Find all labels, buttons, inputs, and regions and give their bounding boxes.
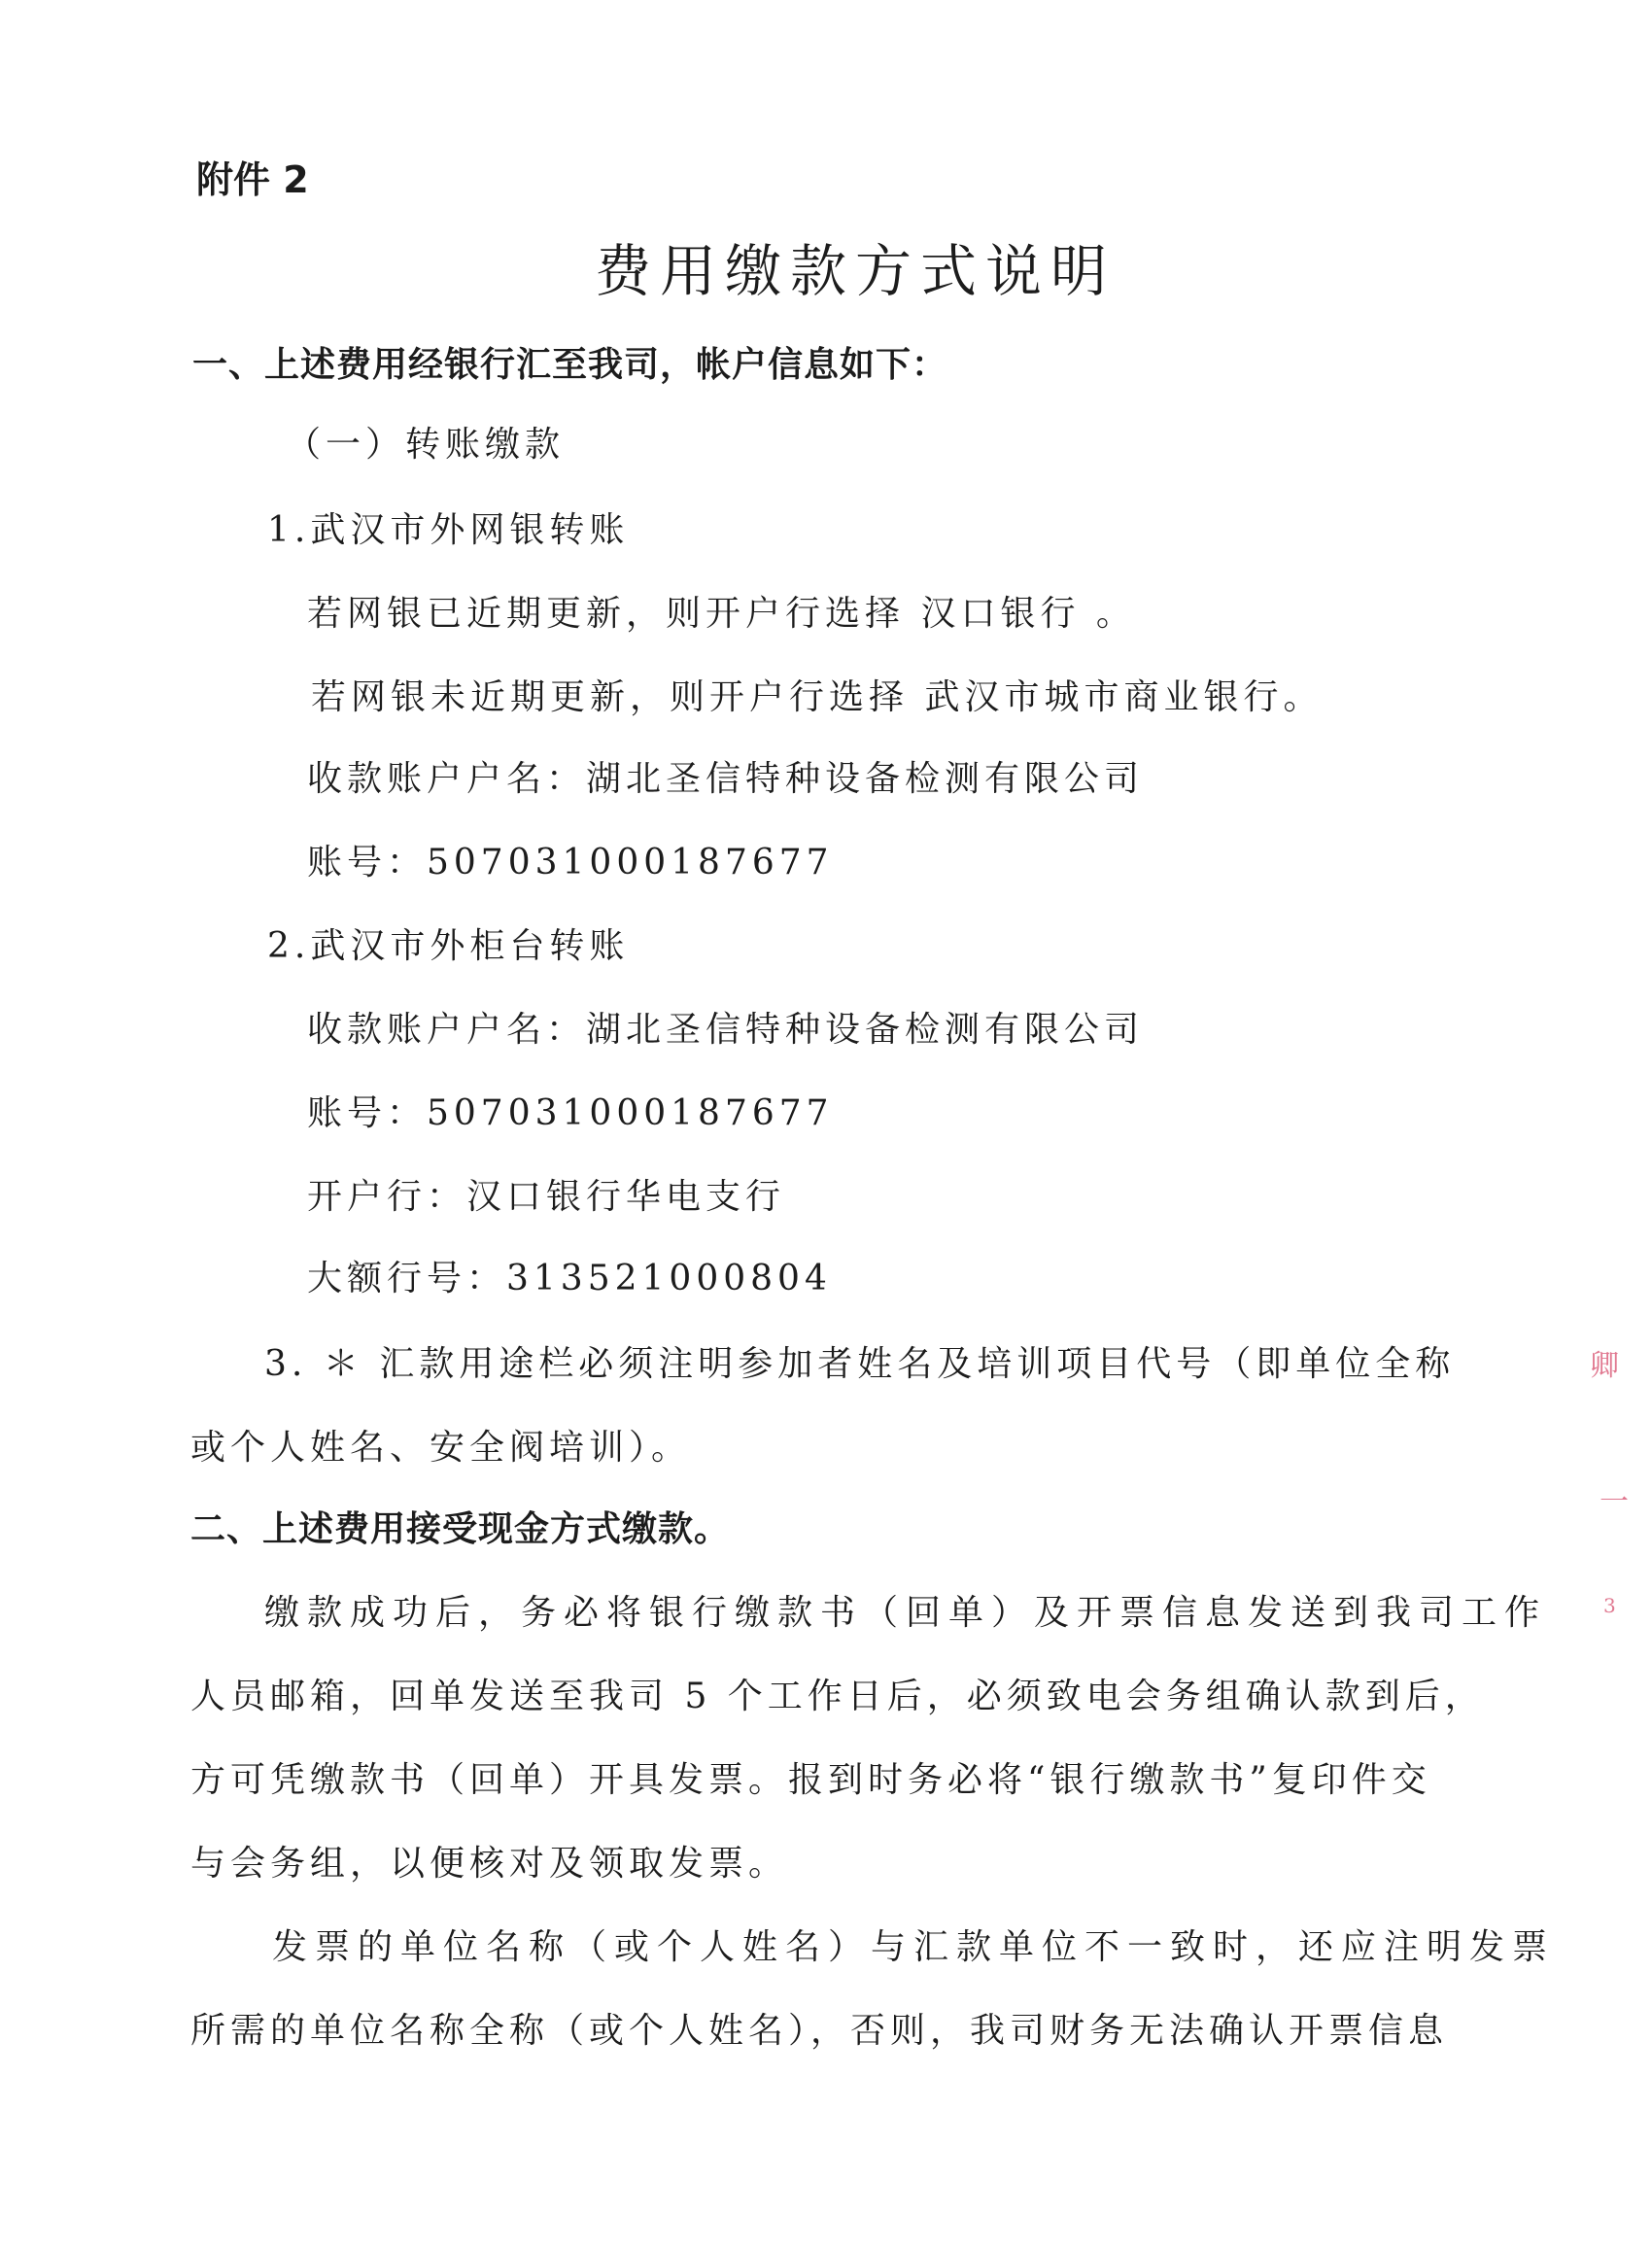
item-3-line-1: 3. ＊ 汇款用途栏必须注明参加者姓名及培训项目代号（即单位全称 <box>264 1344 1456 1384</box>
section-1-heading: 一、上述费用经银行汇至我司，帐户信息如下： <box>192 345 948 385</box>
item-2-account-number: 账号：507031000187677 <box>307 1093 834 1133</box>
para-1-line-3: 方可凭缴款书（回单）开具发票。报到时务必将“银行缴款书”复印件交 <box>190 1760 1431 1800</box>
attachment-label: 附件 2 <box>196 158 309 201</box>
subheading-transfer: （一）转账缴款 <box>286 425 566 465</box>
para-1-line-1: 缴款成功后，务必将银行缴款书（回单）及开票信息发送到我司工作 <box>264 1593 1548 1633</box>
item-1-line-1: 若网银已近期更新，则开户行选择 汉口银行 。 <box>307 594 1136 634</box>
item-1-account-number: 账号：507031000187677 <box>307 843 834 882</box>
item-1-line-2: 若网银未近期更新，则开户行选择 武汉市城市商业银行。 <box>311 677 1324 717</box>
para-1-line-4: 与会务组，以便核对及领取发票。 <box>190 1844 789 1884</box>
page-title: 费用缴款方式说明 <box>595 238 1117 304</box>
seal-stamp-fragment: 卿 一 3 <box>1590 1349 1629 1617</box>
item-2-bank: 开户行：汉口银行华电支行 <box>307 1177 786 1217</box>
para-1-line-2: 人员邮箱，回单发送至我司 5 个工作日后，必须致电会务组确认款到后， <box>190 1677 1485 1716</box>
item-1-label: 1.武汉市外网银转账 <box>267 510 630 550</box>
para-2-line-1: 发票的单位名称（或个人姓名）与汇款单位不一致时，还应注明发票 <box>272 1927 1556 1967</box>
item-2-label: 2.武汉市外柜台转账 <box>267 926 630 966</box>
item-2-large-number: 大额行号：313521000804 <box>307 1259 832 1298</box>
item-1-account-name: 收款账户户名：湖北圣信特种设备检测有限公司 <box>307 759 1145 799</box>
section-2-heading: 二、上述费用接受现金方式缴款。 <box>190 1509 731 1549</box>
item-2-account-name: 收款账户户名：湖北圣信特种设备检测有限公司 <box>307 1010 1145 1050</box>
item-3-line-2: 或个人姓名、安全阀培训）。 <box>190 1428 692 1468</box>
para-2-line-2: 所需的单位名称全称（或个人姓名），否则，我司财务无法确认开票信息 <box>190 2011 1449 2051</box>
